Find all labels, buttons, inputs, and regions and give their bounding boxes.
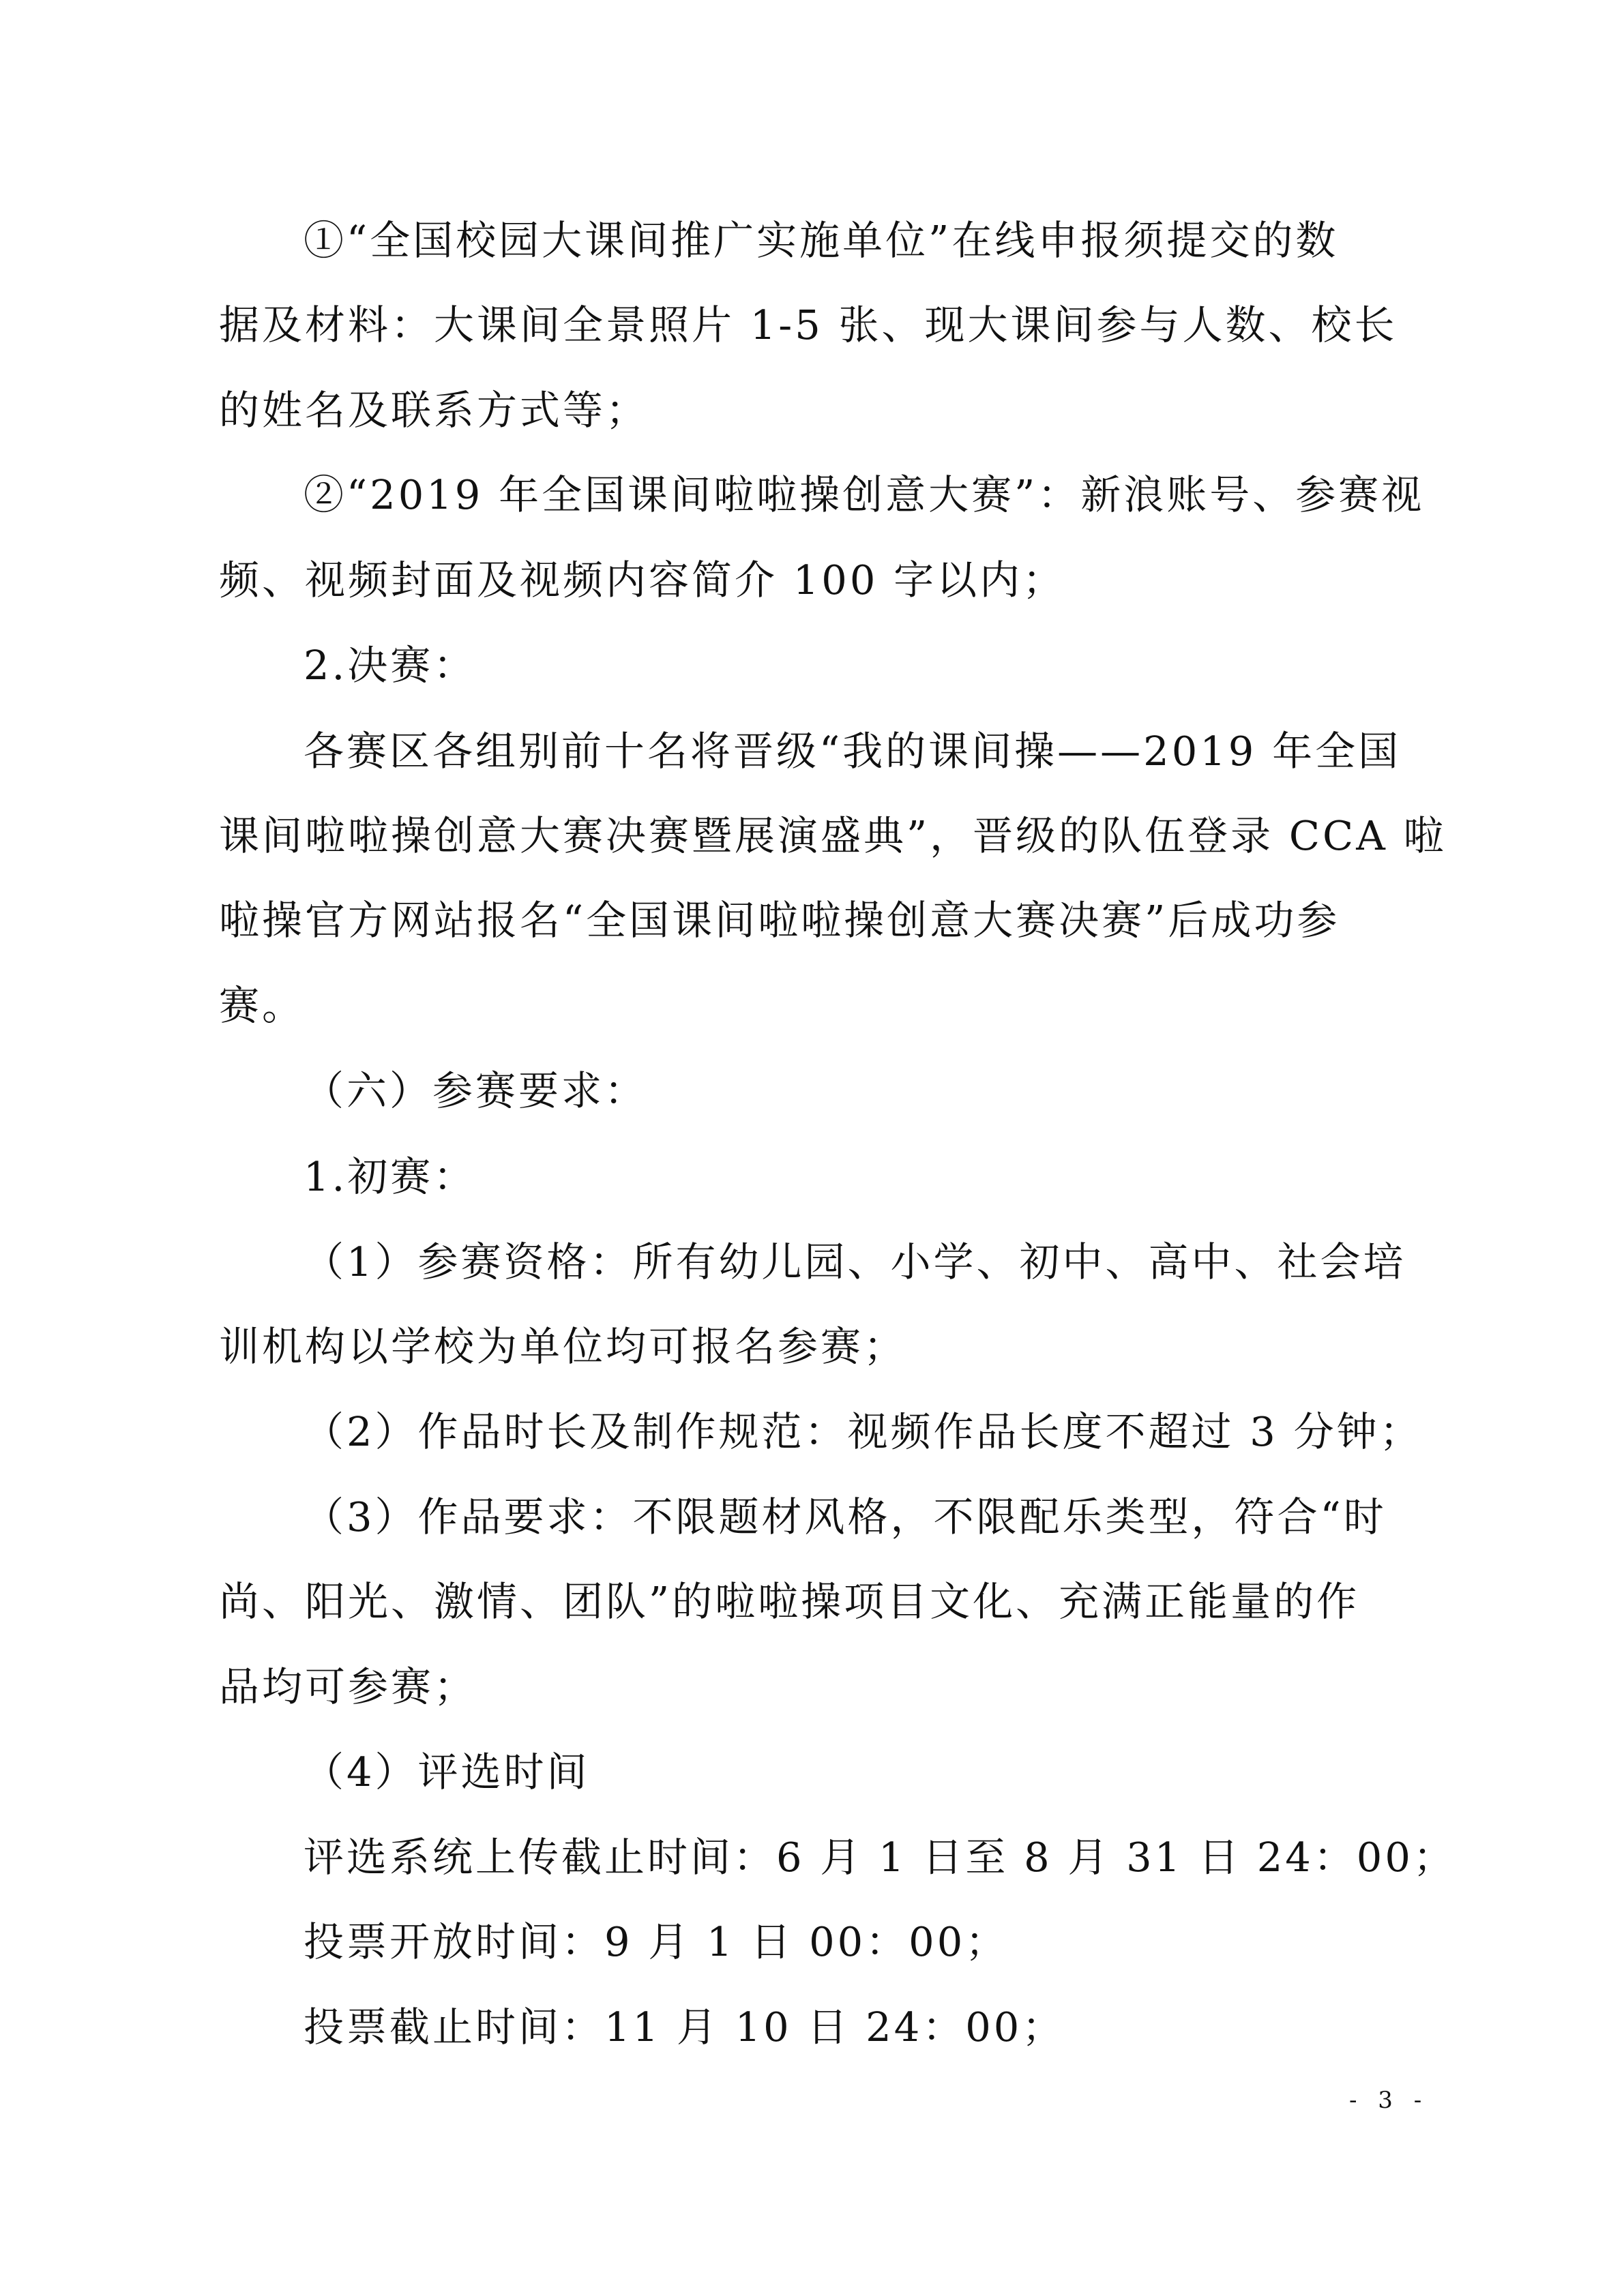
- text-line: 据及材料：大课间全景照片 1-5 张、现大课间参与人数、校长: [219, 301, 1398, 348]
- text-line: 课间啦啦操创意大赛决赛暨展演盛典”，晋级的队伍登录 CCA 啦: [219, 812, 1447, 859]
- text-line: 频、视频封面及视频内容简介 100 字以内；: [219, 556, 1066, 603]
- text-line: 投票开放时间：9 月 1 日 00：00；: [304, 1918, 1009, 1965]
- text-line: （1）参赛资格：所有幼儿园、小学、初中、高中、社会培: [304, 1238, 1406, 1285]
- text-line: 啦操官方网站报名“全国课间啦啦操创意大赛决赛”后成功参: [219, 897, 1340, 944]
- text-line: （2）作品时长及制作规范：视频作品长度不超过 3 分钟；: [304, 1408, 1423, 1455]
- page-number: - 3 -: [1349, 2087, 1429, 2114]
- text-line: 品均可参赛；: [219, 1663, 477, 1710]
- text-line: 2.决赛：: [304, 642, 477, 689]
- text-line: 投票截止时间：11 月 10 日 24：00；: [304, 2003, 1065, 2051]
- text-line: 评选系统上传截止时间：6 月 1 日至 8 月 31 日 24：00；: [304, 1834, 1456, 1881]
- text-line: ②“2019 年全国课间啦啦操创意大赛”：新浪账号、参赛视: [304, 471, 1425, 518]
- text-line: （3）作品要求：不限题材风格，不限配乐类型，符合“时: [304, 1493, 1387, 1540]
- text-line: 尚、阳光、激情、团队”的啦啦操项目文化、充满正能量的作: [219, 1578, 1360, 1625]
- text-line: 训机构以学校为单位均可报名参赛；: [219, 1323, 907, 1370]
- text-line: 各赛区各组别前十名将晋级“我的课间操——2019 年全国: [304, 728, 1402, 775]
- text-line: 的姓名及联系方式等；: [219, 387, 649, 434]
- text-line: （4）评选时间: [304, 1748, 590, 1795]
- text-line: 赛。: [219, 982, 306, 1029]
- text-line: ①“全国校园大课间推广实施单位”在线申报须提交的数: [304, 217, 1339, 264]
- section-heading: （六）参赛要求：: [304, 1067, 648, 1114]
- subsection-heading: 1.初赛：: [304, 1153, 477, 1200]
